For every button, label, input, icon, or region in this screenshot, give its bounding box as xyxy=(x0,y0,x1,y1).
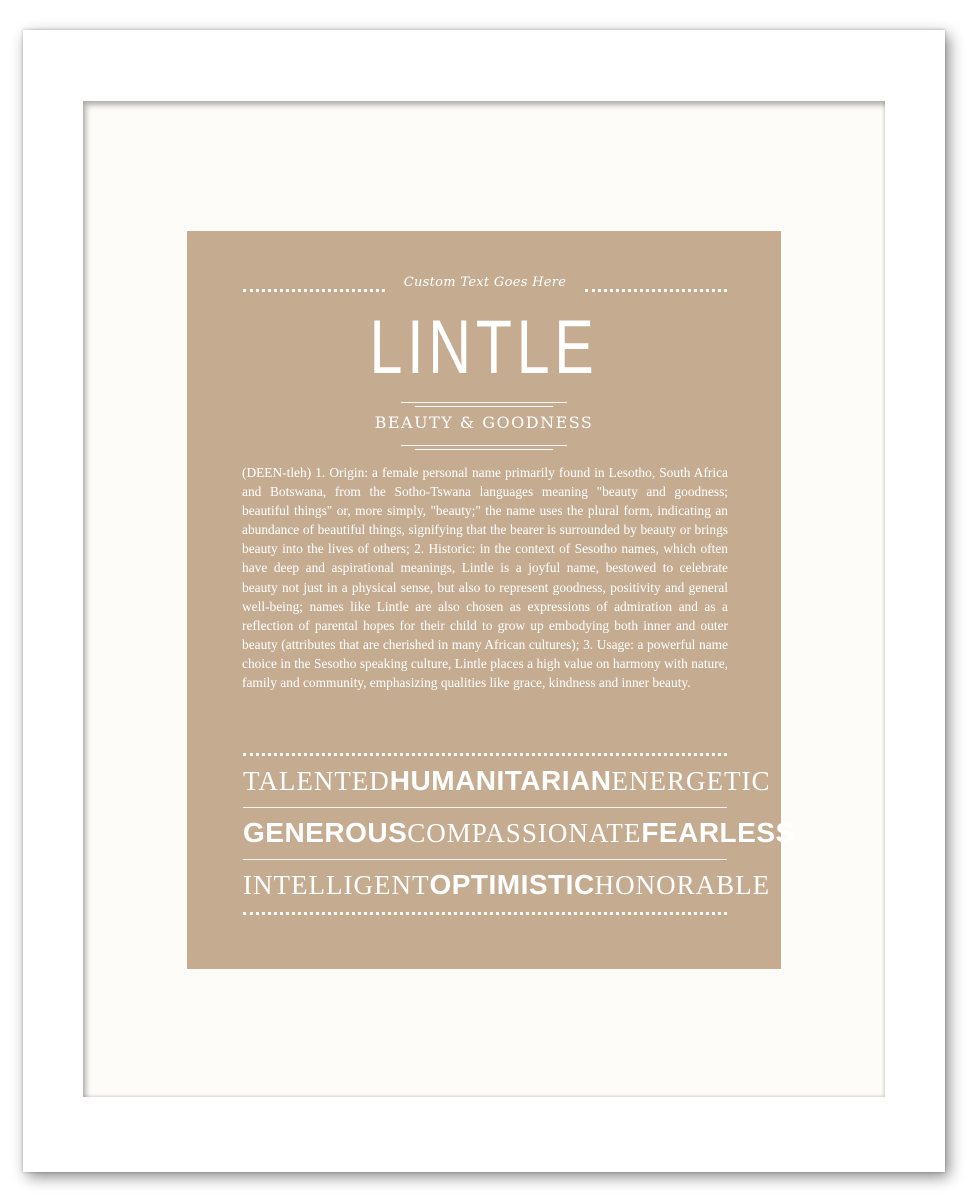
dotted-divider-traits-bottom xyxy=(243,912,727,915)
meaning-rule-bottom-2 xyxy=(415,449,553,450)
name-meaning: BEAUTY & GOODNESS xyxy=(374,413,594,432)
trait-row-3 xyxy=(243,867,771,903)
custom-text-row xyxy=(243,277,727,299)
trait-row-1 xyxy=(243,763,771,799)
meaning-rule-top-1 xyxy=(401,402,567,403)
trait-divider xyxy=(243,859,727,860)
trait-word: COMPASSIONATE xyxy=(407,817,642,848)
trait-word: INTELLIGENT xyxy=(243,869,430,900)
custom-text: Custom Text Goes Here xyxy=(403,275,567,290)
name-title: LINTLE xyxy=(369,305,599,390)
dotted-divider-right xyxy=(585,289,727,292)
trait-word: HUMANITARIAN xyxy=(389,765,612,796)
meaning-rule-bottom-1 xyxy=(401,445,567,446)
trait-word: HONORABLE xyxy=(594,869,771,900)
trait-word: OPTIMISTIC xyxy=(429,869,595,900)
trait-word: GENEROUS xyxy=(243,817,408,848)
trait-word: FEARLESS xyxy=(641,817,795,848)
dotted-divider-traits-top xyxy=(243,753,727,756)
name-definition: (DEEN-tleh) 1. Origin: a female personal name primarily found in Lesotho, South Africa and Botswana, from the Sotho-Tswana languages meaning "beauty and goodness; beautiful things" or, more simply, "beauty;" the name uses the plural form, indicating an abundance of beautiful things, signifying that the bearer is surrounded by beauty or brings beauty into the lives of others; 2. Historic: in the context of Sesotho names, which often have deep and aspirational meanings, Lintle is a joyful name, bestowed to celebrate beauty not just in a physical sense, but also to represent goodness, positivity and general well-being; names like Lintle are also chosen as expressions of admiration and as a reflection of parental hopes for their child to grow up embodying both inner and outer beauty (attributes that are cherished in many African cultures); 3. Usage: a powerful name choice in the Sesotho speaking culture, Lintle places a high value on harmony with nature, family and community, emphasizing qualities like grace, kindness and inner beauty. xyxy=(242,465,728,691)
trait-word: TALENTED xyxy=(243,765,390,796)
trait-divider xyxy=(243,807,727,808)
trait-word: ENERGETIC xyxy=(611,765,771,796)
meaning-rule-top-2 xyxy=(415,406,553,407)
trait-row-2 xyxy=(243,815,795,851)
name-print xyxy=(187,231,795,969)
